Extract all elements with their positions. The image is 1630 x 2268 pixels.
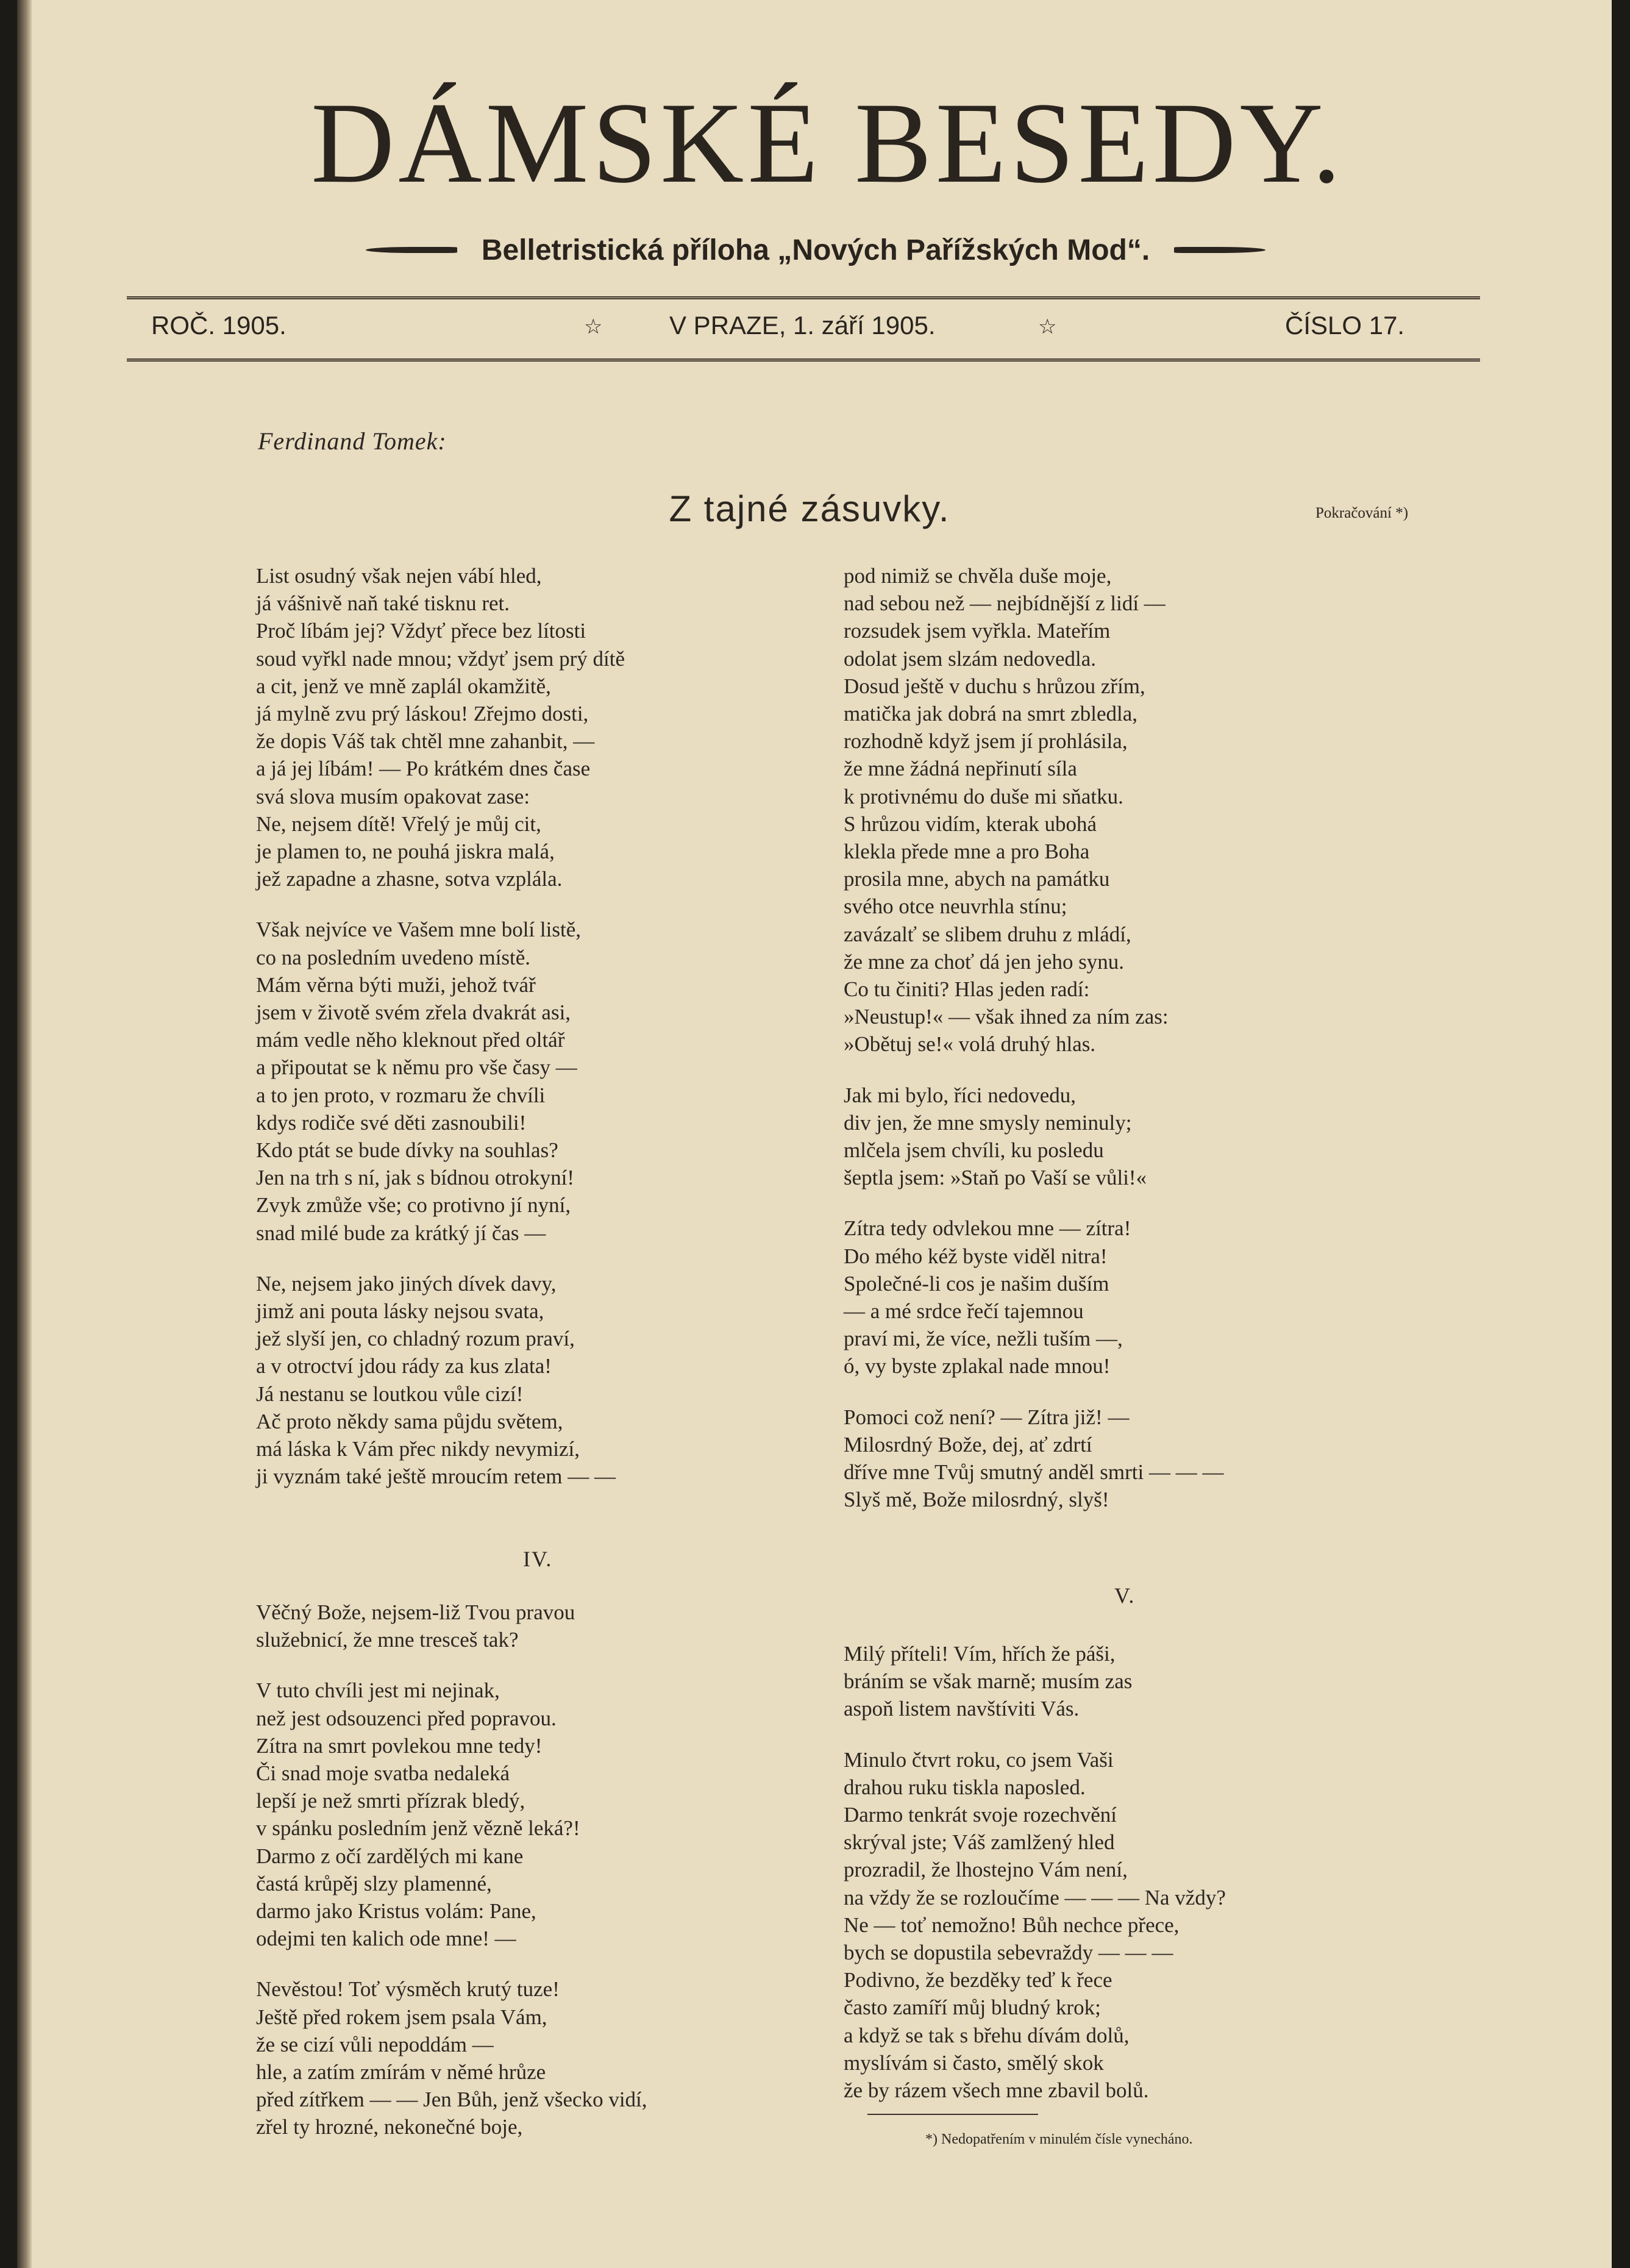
verse-line: ó, vy byste zplakal nade mnou! bbox=[844, 1354, 1111, 1378]
verse-line: Dosud ještě v duchu s hrůzou zřím, bbox=[844, 674, 1145, 698]
verse-line: rozsudek jsem vyřkla. Mateřím bbox=[844, 619, 1111, 643]
verse-line: Jak mi bylo, říci nedovedu, bbox=[844, 1083, 1077, 1107]
verse-line: skrýval jste; Váš zamlžený hled bbox=[844, 1830, 1115, 1855]
verse-line: a to jen proto, v rozmaru že chvíli bbox=[256, 1083, 546, 1107]
verse-line: jsem v životě svém zřela dvakrát asi, bbox=[256, 1000, 571, 1025]
verse-line: Ještě před rokem jsem psala Vám, bbox=[256, 2005, 547, 2029]
stanza bbox=[256, 1270, 625, 1491]
verse-line: Ač proto někdy sama půjdu světem, bbox=[256, 1409, 563, 1433]
right-column-upper bbox=[844, 562, 1223, 1537]
verse-line: Milosrdný Bože, dej, ať zdrtí bbox=[844, 1432, 1092, 1457]
stanza bbox=[844, 1214, 1223, 1380]
stanza bbox=[256, 1975, 647, 2141]
verse-line: myslívám si často, smělý skok bbox=[844, 2050, 1104, 2075]
left-column-upper bbox=[256, 562, 625, 1514]
verse-line: je plamen to, ne pouhá jiskra malá, bbox=[256, 840, 555, 864]
verse-line: Zítra na smrt povlekou mne tedy! bbox=[256, 1733, 543, 1758]
verse-line: služebnicí, že mne trescеš tak? bbox=[256, 1628, 519, 1652]
continuation-note: Pokračování *) bbox=[1315, 505, 1409, 521]
verse-line: Do mého kéž byste viděl nitra! bbox=[844, 1244, 1108, 1268]
verse-line: odejmi ten kalich ode mne! — bbox=[256, 1927, 516, 1951]
verse-line: Pomoci což není? — Zítra již! — bbox=[844, 1405, 1130, 1429]
verse-line: k protivnému do duše mi sňatku. bbox=[844, 784, 1123, 808]
place-date: V PRAZE, 1. září 1905. bbox=[669, 311, 936, 340]
verse-line: Či snad moje svatba nedaleká bbox=[256, 1761, 510, 1786]
verse-line: než jest odsouzenci před popravou. bbox=[256, 1706, 557, 1730]
stanza bbox=[256, 916, 625, 1246]
bottom-rule bbox=[127, 358, 1480, 362]
verse-line: Darmo tenkrát svoje rozechvění bbox=[844, 1803, 1117, 1827]
verse-line: hle, a zatím zmírám v němé hrůze bbox=[256, 2060, 546, 2084]
verse-line: že dopis Váš tak chtěl mne zahanbit, — bbox=[256, 729, 595, 754]
verse-line: že mne žádná nepřinutí síla bbox=[844, 757, 1077, 781]
verse-line: jimž ani pouta lásky nejsou svata, bbox=[256, 1299, 544, 1324]
verse-line: Ne, nejsem dítě! Vřelý je můj cit, bbox=[256, 811, 541, 836]
verse-line: matička jak dobrá na smrt zbledla, bbox=[844, 702, 1138, 726]
verse-line: Proč líbám jej? Vždyť přece bez lítosti bbox=[256, 619, 586, 643]
star-ornament-icon: ☆ bbox=[1038, 315, 1057, 338]
newspaper-page bbox=[17, 0, 1612, 2268]
verse-line: Minulo čtvrt roku, co jsem Vaši bbox=[844, 1747, 1114, 1772]
verse-line: a já jej líbám! — Po krátkém dnes čase bbox=[256, 757, 591, 781]
verse-line: že mne za choť dá jen jeho synu. bbox=[844, 949, 1125, 974]
verse-line: před zítřkem — — Jen Bůh, jenž všecko vidí, bbox=[256, 2088, 647, 2112]
verse-line: prosila mne, abych na památku bbox=[844, 867, 1110, 891]
verse-line: nad sebou než — nejbídnější z lidí — bbox=[844, 591, 1166, 616]
top-rule bbox=[127, 296, 1480, 299]
volume-label: ROČ. 1905. bbox=[151, 311, 286, 340]
stanza bbox=[256, 562, 625, 893]
right-column-section-v bbox=[844, 1640, 1226, 2127]
verse-line: v spánku posledním jenž vězně leká?! bbox=[256, 1816, 580, 1841]
verse-line: a v otroctví jdou rády za kus zlata! bbox=[256, 1354, 552, 1378]
verse-line: já mylně zvu prý láskou! Zřejmo dosti, bbox=[256, 702, 589, 726]
verse-line: Mám věrna býti muži, jehož tvář bbox=[256, 972, 536, 997]
section-heading-v: V. bbox=[1114, 1583, 1136, 1608]
verse-line: Kdo ptát se bude dívky na souhlas? bbox=[256, 1138, 558, 1163]
dateline bbox=[151, 311, 1431, 348]
stanza bbox=[844, 1746, 1226, 2105]
page-binding bbox=[17, 0, 32, 2268]
masthead-title: DÁMSKÉ BESEDY. bbox=[311, 79, 1345, 207]
verse-line: »Obětuj se!« volá druhý hlas. bbox=[844, 1032, 1096, 1057]
verse-line: Jen na trh s ní, jak s bídnou otrokyní! bbox=[256, 1166, 575, 1190]
left-column-section-iv bbox=[256, 1599, 647, 2164]
verse-line: a když se tak s břehu dívám dolů, bbox=[844, 2023, 1130, 2047]
verse-line: bráním se však marně; musím zas bbox=[844, 1669, 1133, 1694]
verse-line: bych se dopustila sebevraždy — — — bbox=[844, 1941, 1173, 1965]
verse-line: zřel ty hrozné, nekonečné boje, bbox=[256, 2115, 523, 2139]
footnote: *) Nedopatřením v minulém čísle vynecháno. bbox=[925, 2131, 1193, 2147]
verse-line: V tuto chvíli jest mi nejinak, bbox=[256, 1678, 500, 1703]
footnote-rule bbox=[867, 2114, 1038, 2115]
masthead-subtitle: Belletristická příloha „Nových Pařížských Mod“. bbox=[481, 234, 1150, 266]
stanza bbox=[844, 1403, 1223, 1514]
masthead-subtitle-row bbox=[358, 232, 1273, 268]
verse-line: a připoutat se k němu pro vše časy — bbox=[256, 1055, 577, 1080]
verse-line: na vždy že se rozloučíme — — — Na vždy? bbox=[844, 1885, 1226, 1910]
verse-line: odolat jsem slzám nedovedla. bbox=[844, 646, 1097, 671]
verse-line: Ne, nejsem jako jiných dívek davy, bbox=[256, 1271, 557, 1296]
verse-line: klekla přede mne a pro Boha bbox=[844, 840, 1090, 864]
verse-line: Já nestanu se loutkou vůle cizí! bbox=[256, 1382, 524, 1406]
verse-line: dříve mne Tvůj smutný anděl smrti — — — bbox=[844, 1460, 1224, 1485]
verse-line: svá slova musím opakovat zase: bbox=[256, 784, 530, 808]
verse-line: Darmo z očí zardělých mi kane bbox=[256, 1844, 524, 1868]
verse-line: »Neustup!« — však ihned za ním zas: bbox=[844, 1005, 1169, 1029]
right-flourish-ornament bbox=[1174, 247, 1265, 253]
verse-line: aspoň listem navštíviti Vás. bbox=[844, 1697, 1080, 1721]
stanza bbox=[844, 1082, 1223, 1192]
article-title: Z tajné zásuvky. bbox=[669, 488, 950, 529]
stanza bbox=[844, 562, 1223, 1058]
verse-line: praví mi, že více, nežli tuším —, bbox=[844, 1327, 1123, 1351]
article-author: Ferdinand Tomek: bbox=[258, 427, 447, 455]
verse-line: jež slyší jen, co chladný rozum praví, bbox=[256, 1327, 575, 1351]
verse-line: snad milé bude za krátký jí čas — bbox=[256, 1221, 546, 1245]
verse-line: často zamíří můj bludný krok; bbox=[844, 1995, 1101, 2020]
section-heading-iv: IV. bbox=[523, 1547, 553, 1571]
left-flourish-ornament bbox=[366, 247, 457, 253]
issue-number: ČÍSLO 17. bbox=[1285, 311, 1405, 340]
verse-line: drahou ruku tiskla naposled. bbox=[844, 1775, 1086, 1799]
verse-line: List osudný však nejen vábí hled, bbox=[256, 564, 542, 588]
verse-line: Co tu činiti? Hlas jeden radí: bbox=[844, 977, 1090, 1002]
verse-line: Ne — toť nemožno! Bůh nechce přece, bbox=[844, 1913, 1180, 1937]
stanza bbox=[844, 1640, 1226, 1723]
verse-line: darmo jako Kristus volám: Pane, bbox=[256, 1899, 536, 1924]
verse-line: zavázalť se slibem druhu z mládí, bbox=[844, 922, 1131, 946]
verse-line: že by rázem všech mne zbavil bolů. bbox=[844, 2078, 1149, 2103]
verse-line: Zvyk zmůže vše; co protivno jí nyní, bbox=[256, 1193, 571, 1218]
verse-line: — a mé srdce řečí tajemnou bbox=[844, 1299, 1084, 1324]
verse-line: kdys rodiče své děti zasnoubili! bbox=[256, 1110, 527, 1135]
verse-line: Slyš mě, Bože milosrdný, slyš! bbox=[844, 1488, 1109, 1512]
verse-line: Milý příteli! Vím, hřích že páši, bbox=[844, 1642, 1116, 1666]
verse-line: pod nimiž se chvěla duše moje, bbox=[844, 564, 1112, 588]
verse-line: lepší je než smrti přízrak bledý, bbox=[256, 1789, 525, 1813]
verse-line: Však nejvíce ve Vašem mne bolí listě, bbox=[256, 918, 581, 942]
verse-line: co na posledním uvedeno místě. bbox=[256, 945, 531, 969]
verse-line: mlčela jsem chvíli, ku posledu bbox=[844, 1138, 1104, 1163]
verse-line: já vášnivě naň také tisknu ret. bbox=[256, 591, 510, 616]
verse-line: S hrůzou vidím, kterak ubohá bbox=[844, 811, 1097, 836]
star-ornament-icon: ☆ bbox=[584, 315, 603, 338]
verse-line: častá krůpěj slzy plamenné, bbox=[256, 1871, 492, 1895]
verse-line: a cit, jenž ve mně zaplál okamžitě, bbox=[256, 674, 551, 698]
verse-line: Nevěstou! Toť výsměch krutý tuze! bbox=[256, 1977, 560, 2002]
verse-line: jež zapadne a zhasne, sotva vzplála. bbox=[256, 867, 563, 891]
verse-line: soud vyřkl nade mnou; vždyť jsem prý dítě bbox=[256, 646, 625, 671]
verse-line: prozradil, že lhostejno Vám není, bbox=[844, 1858, 1128, 1882]
verse-line: ji vyznám také ještě mroucím retem — — bbox=[256, 1464, 616, 1489]
verse-line: šeptla jsem: »Staň po Vaší se vůli!« bbox=[844, 1166, 1147, 1190]
stanza bbox=[256, 1677, 647, 1952]
verse-line: Zítra tedy odvlekou mne — zítra! bbox=[844, 1216, 1131, 1241]
verse-line: Podivno, že bezděky teď k řece bbox=[844, 1968, 1112, 1992]
verse-line: rozhodně když jsem jí prohlásila, bbox=[844, 729, 1128, 754]
stanza bbox=[256, 1599, 647, 1653]
verse-line: Věčný Bože, nejsem-liž Tvou pravou bbox=[256, 1600, 575, 1624]
verse-line: že se cizí vůli nepoddám — bbox=[256, 2032, 494, 2056]
verse-line: Společné-li cos je našim duším bbox=[844, 1271, 1109, 1296]
verse-line: mám vedle něho kleknout před oltář bbox=[256, 1028, 565, 1052]
verse-line: div jen, že mne smysly neminuly; bbox=[844, 1110, 1132, 1135]
verse-line: má láska k Vám přec nikdy nevymizí, bbox=[256, 1437, 580, 1461]
verse-line: svého otce neuvrhla stínu; bbox=[844, 894, 1067, 919]
